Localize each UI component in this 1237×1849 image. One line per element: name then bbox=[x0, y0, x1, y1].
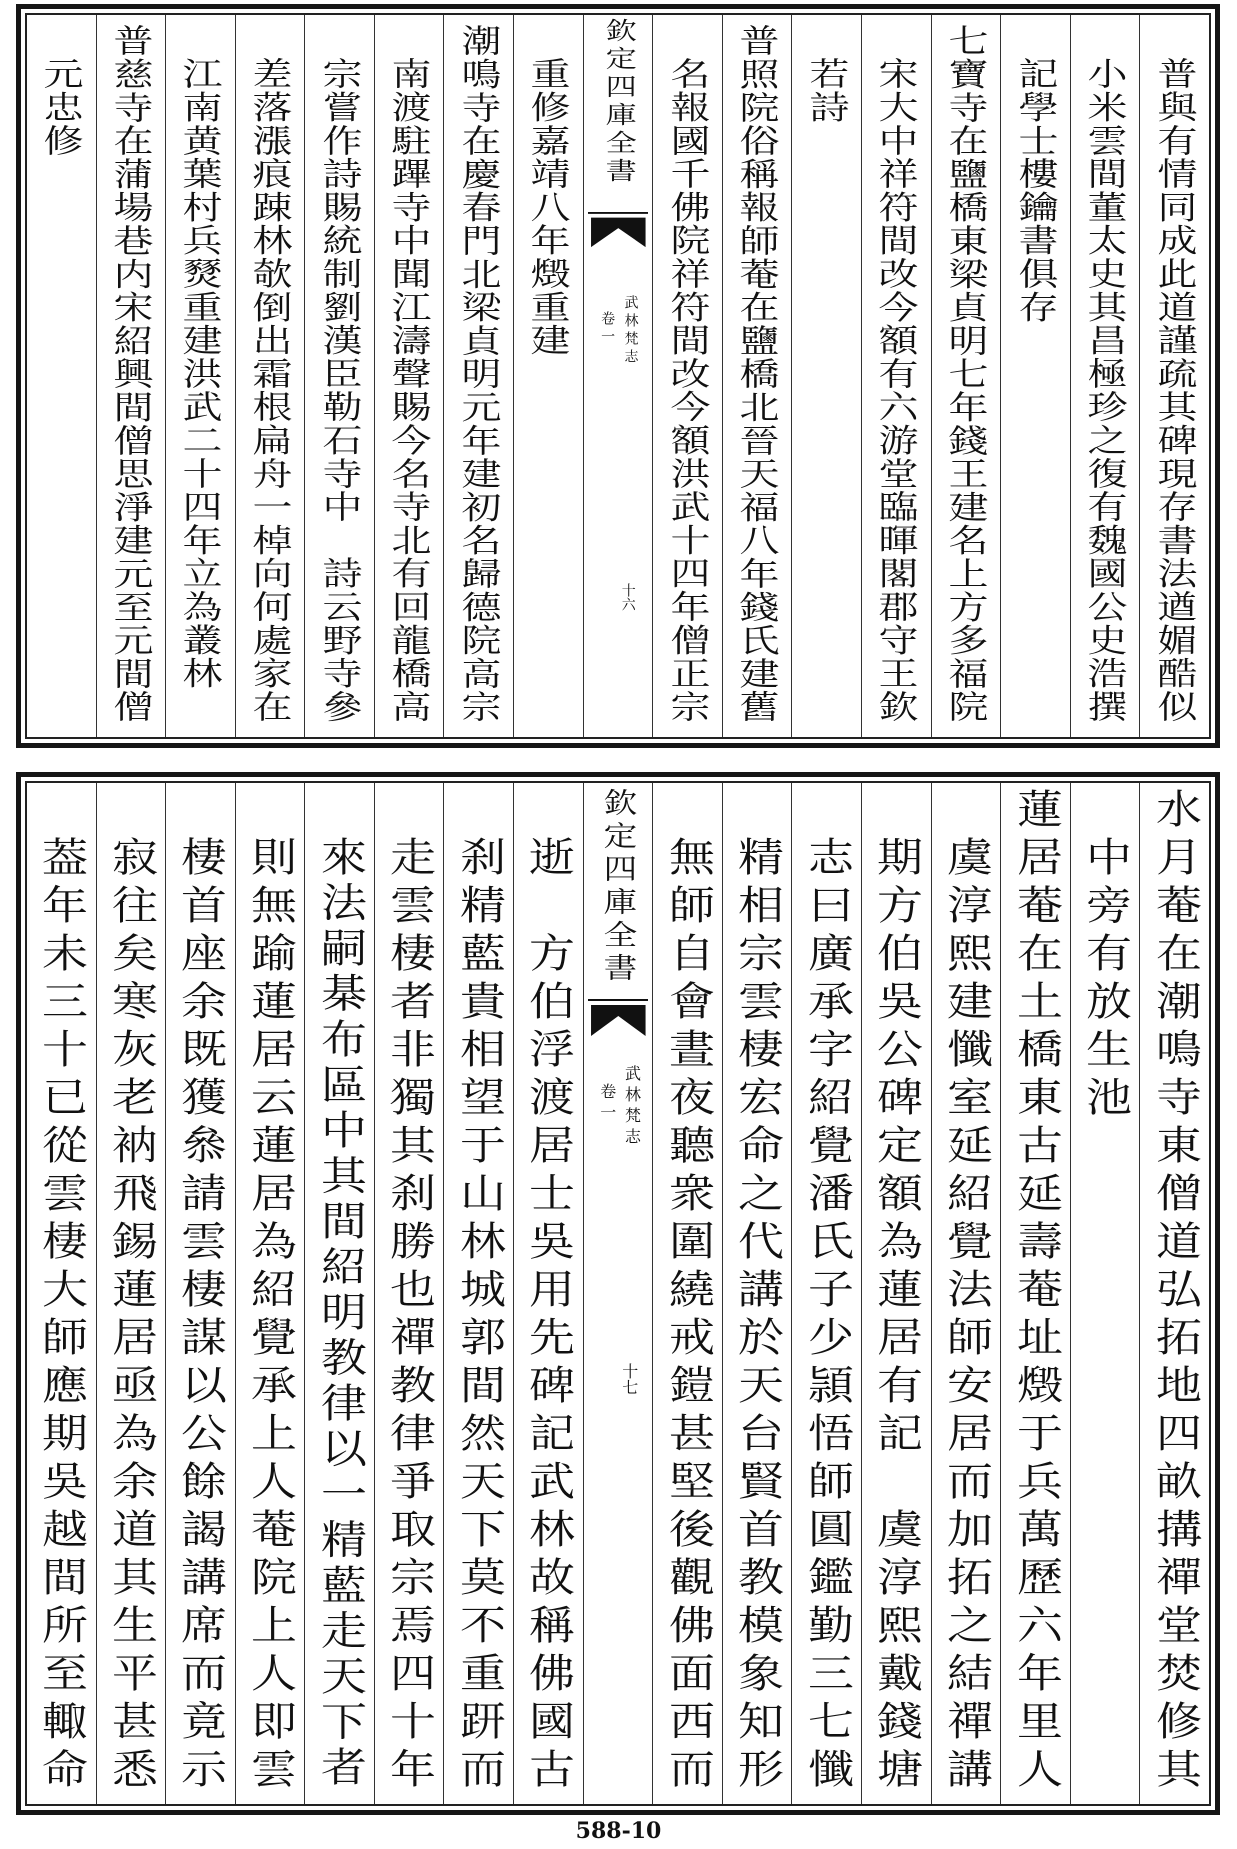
entry-heading-text: 潮鳴寺在慶春門北梁貞明元年建初名歸德院高宗 bbox=[455, 24, 503, 724]
text-column-2 bbox=[1070, 783, 1140, 1804]
upper-leaf-frame bbox=[25, 13, 1211, 739]
text-column-4 bbox=[931, 783, 1001, 1804]
text-column-15 bbox=[96, 783, 166, 1804]
fold-collection-title: 欽定四庫全書 bbox=[599, 18, 637, 186]
text-column-9 bbox=[513, 783, 583, 1804]
text-column-14 bbox=[165, 783, 235, 1804]
text-column-4 bbox=[931, 15, 1001, 737]
text-column-10 bbox=[443, 783, 513, 1804]
column-text: 刹精藍貴相望于山林城郭間然天下莫不重趼而 bbox=[452, 836, 506, 1796]
text-column-1 bbox=[1139, 15, 1209, 737]
text-column-16 bbox=[27, 783, 96, 1804]
fold-column bbox=[583, 783, 653, 1804]
column-text: 志曰廣承字紹覺潘氏子少頴悟師圓鑑勤三七懺 bbox=[800, 836, 854, 1796]
fish-tail-mark bbox=[588, 211, 649, 249]
text-column-11 bbox=[374, 783, 444, 1804]
lower-leaf bbox=[16, 772, 1220, 1815]
text-column-16 bbox=[27, 15, 96, 737]
column-text: 來法嗣棊布區中其間紹明教律以一精藍走天下者 bbox=[313, 836, 367, 1792]
text-column-15 bbox=[96, 15, 166, 737]
text-column-5 bbox=[861, 783, 931, 1804]
text-column-8 bbox=[652, 783, 722, 1804]
column-text: 棲首座余既獲叅請雲棲謀以公餘謁講席而竟示 bbox=[173, 836, 227, 1796]
column-text: 普與有情同成此道謹疏其碑現存書法遒媚酷似 bbox=[1150, 57, 1199, 723]
text-column-2 bbox=[1070, 15, 1140, 737]
column-text: 葢年未三十已從雲棲大師應期吳越間所至輙命 bbox=[34, 836, 88, 1796]
fold-collection-title: 欽定四庫全書 bbox=[598, 788, 639, 986]
column-text: 名報國千佛院祥符間改今額洪武十四年僧正宗 bbox=[663, 57, 712, 723]
upper-leaf bbox=[16, 4, 1220, 748]
column-text: 逝 方伯浮渡居士吳用先碑記武林故稱佛國古 bbox=[521, 836, 575, 1796]
text-column-14 bbox=[165, 15, 235, 737]
column-text: 虞淳熙建懺室延紹覺法師安居而加拓之結禪講 bbox=[939, 836, 993, 1796]
text-column-13 bbox=[235, 15, 305, 737]
fold-leaf-number: 十六 bbox=[619, 583, 636, 611]
fold-juan: 卷一 bbox=[599, 311, 616, 347]
entry-heading-text: 水月菴在潮鳴寺東僧道弘拓地四畝搆禪堂焚修其 bbox=[1148, 788, 1202, 1796]
text-column-11 bbox=[374, 15, 444, 737]
lower-leaf-frame bbox=[25, 781, 1211, 1806]
text-column-7 bbox=[722, 15, 792, 737]
fold-leaf-number: 十七 bbox=[619, 1363, 639, 1395]
column-text: 若詩 bbox=[802, 57, 851, 124]
entry-heading-text: 七寶寺在鹽橋東梁貞明七年錢王建名上方多福院 bbox=[942, 24, 990, 724]
column-text: 中旁有放生池 bbox=[1078, 836, 1132, 1124]
column-text: 小米雲間董太史其昌極珍之復有魏國公史浩撰 bbox=[1081, 57, 1129, 723]
text-column-12 bbox=[304, 15, 374, 737]
text-column-3 bbox=[1000, 783, 1070, 1804]
entry-heading-text: 普慈寺在蒲場巷内宋紹興間僧思淨建元至元間僧 bbox=[107, 24, 155, 724]
column-text: 南渡駐蹕寺中聞江濤聲賜今名寺北有回龍橋高 bbox=[385, 57, 433, 723]
fold-book-title: 武林梵志 bbox=[622, 1065, 642, 1149]
text-column-6 bbox=[791, 783, 861, 1804]
text-column-7 bbox=[722, 783, 792, 1804]
entry-heading-text: 蓮居菴在土橋東古延壽菴址燬于兵萬歷六年里人 bbox=[1009, 788, 1062, 1796]
fold-column bbox=[583, 15, 653, 737]
fish-tail-mark bbox=[588, 998, 649, 1038]
text-column-6 bbox=[791, 15, 861, 737]
text-column-13 bbox=[235, 783, 305, 1804]
column-text: 寂往矣寒灰老衲飛錫蓮居亟為余道其生平甚悉 bbox=[104, 836, 158, 1796]
column-text: 期方伯吳公碑定額為蓮居有記 虞淳熙戴錢塘 bbox=[869, 836, 923, 1796]
text-column-1 bbox=[1139, 783, 1209, 1804]
column-text: 差落漲痕踈林欹倒出霜根扁舟一棹向何處家在 bbox=[246, 57, 294, 723]
text-column-3 bbox=[1000, 15, 1070, 737]
text-column-8 bbox=[652, 15, 722, 737]
scan-page-number: 588-10 bbox=[575, 1818, 662, 1844]
text-column-12 bbox=[304, 783, 374, 1804]
text-column-10 bbox=[443, 15, 513, 737]
column-text: 江南黄葉村兵燹重建洪武二十四年立為叢林 bbox=[176, 57, 225, 690]
column-text: 記學士樓鑰書俱存 bbox=[1011, 57, 1060, 324]
column-text: 則無踰蓮居云蓮居為紹覺承上人菴院上人即雲 bbox=[243, 836, 297, 1796]
fold-book-title: 武林梵志 bbox=[622, 295, 639, 367]
column-text: 走雲棲者非獨其刹勝也禪教律爭取宗焉四十年 bbox=[382, 836, 436, 1796]
fold-juan: 卷一 bbox=[597, 1083, 617, 1125]
text-column-5 bbox=[861, 15, 931, 737]
entry-heading-text: 普照院俗稱報師菴在鹽橋北晉天福八年錢氏建舊 bbox=[733, 24, 781, 724]
column-text: 精相宗雲棲宏命之代講於天台賢首教模象知形 bbox=[730, 836, 784, 1796]
column-text: 重修嘉靖八年燬重建 bbox=[524, 57, 573, 357]
column-text: 無師自會晝夜聽衆圍繞戒鎧甚堅後觀佛面西而 bbox=[661, 836, 714, 1796]
text-column-9 bbox=[513, 15, 583, 737]
column-text: 宋大中祥符間改今額有六游堂臨暉閣郡守王欽 bbox=[872, 57, 921, 723]
column-text: 宗嘗作詩賜統制劉漢臣勒石寺中 詩云野寺參 bbox=[315, 57, 364, 723]
column-text: 元忠修 bbox=[37, 57, 85, 157]
